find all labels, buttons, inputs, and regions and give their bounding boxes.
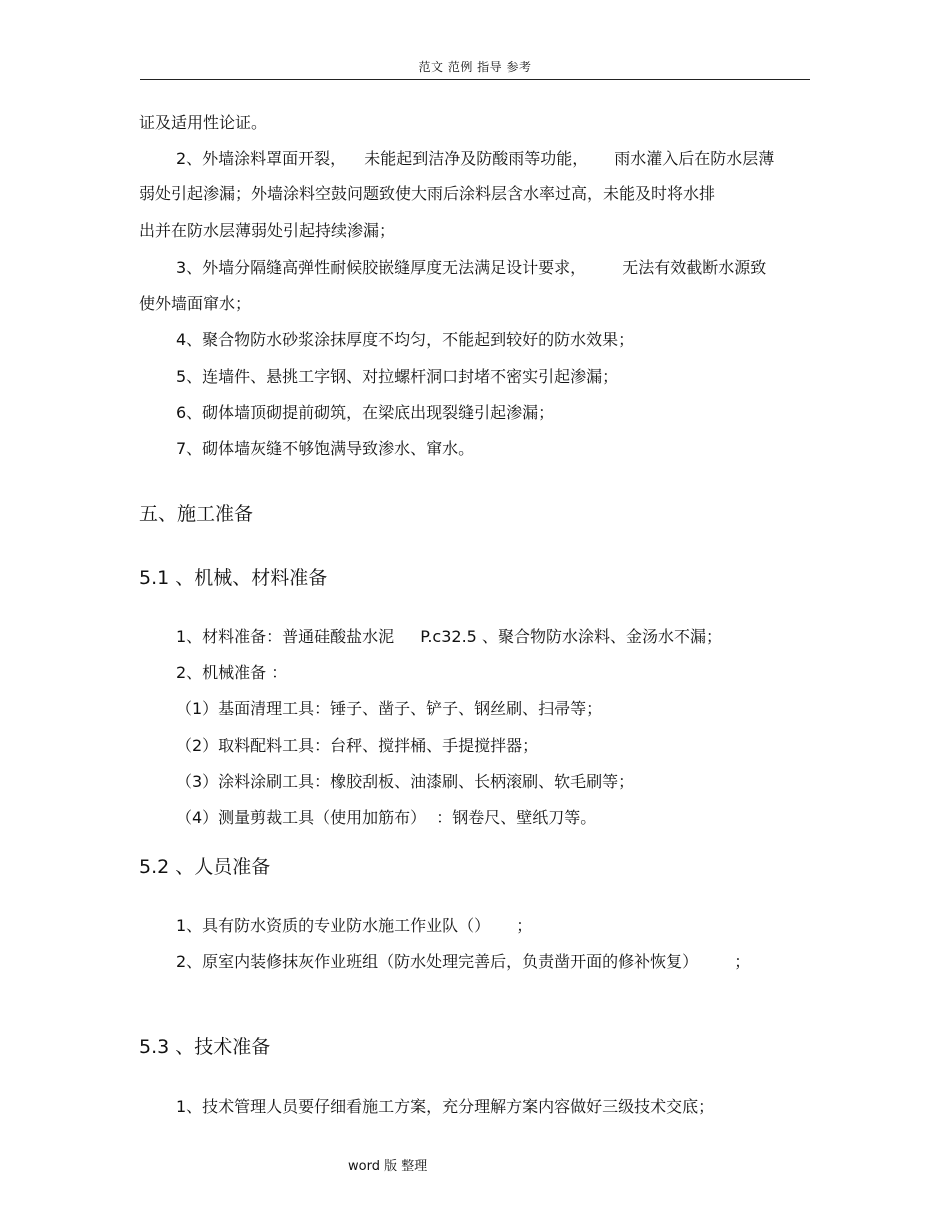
paragraph-line: 弱处引起渗漏；外墙涂料空鼓问题致使大雨后涂料层含水率过高，未能及时将水排 — [139, 184, 716, 203]
paragraph-line: 证及适用性论证。 — [139, 113, 268, 132]
paragraph-line: 6、砌体墙顶砌提前砌筑，在梁底出现裂缝引起渗漏； — [176, 403, 555, 422]
subsection-heading: 5.1 、机械、材料准备 — [139, 567, 328, 589]
paragraph-line — [176, 148, 774, 170]
paragraph-fragment: 无法有效截断水源致 — [622, 258, 767, 277]
paragraph-fragment: ； — [516, 916, 533, 935]
page-footer: word 版 整理 — [348, 1159, 428, 1174]
paragraph-line: （1）基面清理工具：锤子、凿子、铲子、钢丝刷、扫帚等； — [176, 699, 603, 718]
paragraph-line: 2、机械准备 ： — [176, 663, 288, 682]
paragraph-fragment: （4）测量剪裁工具（使用加筋布） — [176, 808, 427, 827]
paragraph-line: 出并在防水层薄弱处引起持续渗漏； — [139, 221, 396, 240]
subsection-heading: 5.2 、人员准备 — [139, 856, 271, 878]
subsection-heading: 5.3 、技术准备 — [139, 1036, 271, 1058]
paragraph-line: 5、连墙件、悬挑工字钢、对拉螺杆洞口封堵不密实引起渗漏； — [176, 367, 619, 386]
paragraph-line: 1、技术管理人员要仔细看施工方案，充分理解方案内容做好三级技术交底； — [176, 1097, 715, 1116]
paragraph-line: 7、砌体墙灰缝不够饱满导致渗水、窜水。 — [176, 439, 475, 458]
paragraph-fragment: 2、原室内装修抹灰作业班组（防水处理完善后，负责凿开面的修补恢复） — [176, 952, 699, 971]
paragraph-fragment: ； — [734, 952, 751, 971]
section-heading: 五、施工准备 — [139, 503, 254, 525]
paragraph-line — [176, 951, 750, 973]
paragraph-fragment: ：钢卷尺、壁纸刀等。 — [436, 808, 597, 827]
paragraph-fragment: 未能起到洁净及防酸雨等功能， — [364, 149, 589, 168]
paragraph-line — [176, 807, 596, 829]
paragraph-line: 4、聚合物防水砂浆涂抹厚度不均匀，不能起到较好的防水效果； — [176, 330, 635, 349]
paragraph-line: 使外墙面窜水； — [139, 294, 252, 313]
page-header: 范文 范例 指导 参考 — [140, 58, 810, 80]
paragraph-line — [176, 257, 766, 279]
paragraph-line: （2）取料配料工具：台秤、搅拌桶、手提搅拌器； — [176, 736, 539, 755]
paragraph-fragment: 雨水灌入后在防水层薄 — [614, 149, 775, 168]
paragraph-line — [176, 626, 722, 648]
paragraph-fragment: 3、外墙分隔缝高弹性耐候胶嵌缝厚度无法满足设计要求， — [176, 258, 587, 277]
paragraph-fragment: 1、材料准备：普通硅酸盐水泥 — [176, 627, 395, 646]
paragraph-fragment: 1、具有防水资质的专业防水施工作业队（） — [176, 916, 491, 935]
paragraph-fragment: 2、外墙涂料罩面开裂， — [176, 149, 347, 168]
paragraph-line — [176, 915, 532, 937]
paragraph-line: （3）涂料涂刷工具：橡胶刮板、油漆刷、长柄滚刷、软毛刷等； — [176, 772, 635, 791]
paragraph-fragment: P.c32.5 、聚合物防水涂料、金汤水不漏； — [420, 627, 722, 646]
